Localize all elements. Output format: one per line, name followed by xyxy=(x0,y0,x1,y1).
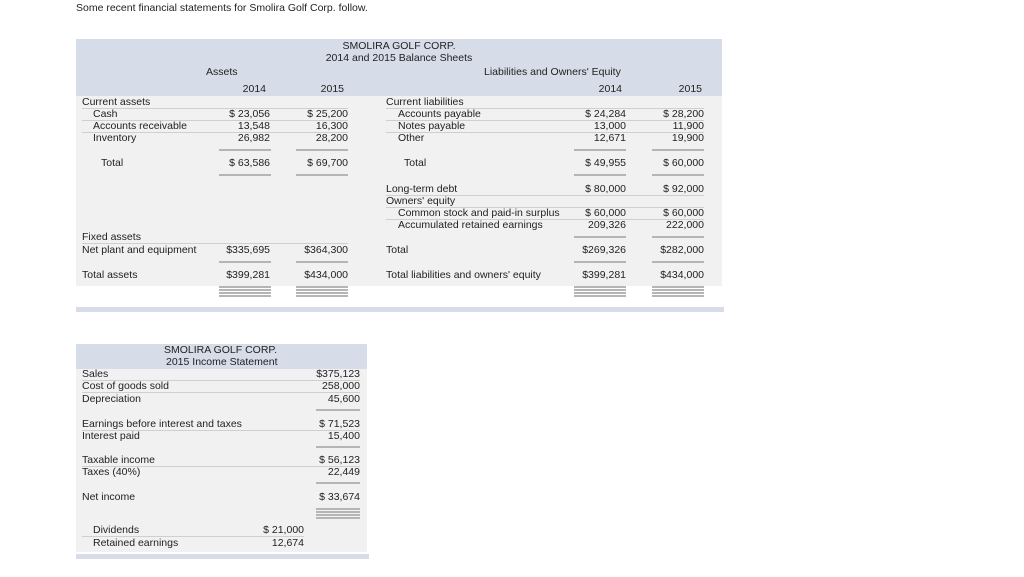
double-rule xyxy=(574,286,626,291)
common-2014: $ 60,000 xyxy=(585,207,626,219)
rule xyxy=(574,261,626,263)
retained-2014: 209,326 xyxy=(588,219,626,231)
total-ca-2014: $ 63,586 xyxy=(229,157,270,169)
rule xyxy=(296,261,348,263)
net-income-value: $ 33,674 xyxy=(319,491,360,503)
interest-label: Interest paid xyxy=(82,430,140,442)
inventory-2015: 28,200 xyxy=(315,132,348,144)
total-le-2014: $399,281 xyxy=(582,269,626,281)
total-assets-2015: $434,000 xyxy=(304,269,348,281)
total-oe-label: Total xyxy=(386,244,409,256)
re-value: 12,674 xyxy=(271,537,304,549)
common-2015: $ 60,000 xyxy=(663,207,704,219)
rule xyxy=(219,261,271,263)
total-ca-2015: $ 69,700 xyxy=(307,157,348,169)
rule xyxy=(574,174,626,176)
net-plant-label: Net plant and equipment xyxy=(82,244,197,256)
rule xyxy=(316,409,360,411)
double-rule xyxy=(574,292,626,297)
double-rule xyxy=(316,508,360,513)
common-label: Common stock and paid-in surplus xyxy=(398,207,560,219)
liabilities-header: Liabilities and Owners' Equity xyxy=(484,66,621,78)
sales-value: $375,123 xyxy=(316,368,360,380)
rule xyxy=(652,236,704,238)
double-rule xyxy=(652,286,704,291)
current-liab-heading: Current liabilities xyxy=(386,96,464,108)
retained-2015: 222,000 xyxy=(666,219,704,231)
inventory-2014: 26,982 xyxy=(237,132,270,144)
total-oe-2014: $269,326 xyxy=(582,244,626,256)
rule xyxy=(219,174,271,176)
owners-equity-heading: Owners' equity xyxy=(386,195,456,207)
rule xyxy=(652,174,704,176)
retained-label: Accumulated retained earnings xyxy=(398,219,543,231)
rule xyxy=(296,149,348,151)
rule xyxy=(652,149,704,151)
income-bottom-band xyxy=(76,554,369,559)
intro-text: Some recent financial statements for Smolira Golf Corp. follow. xyxy=(76,2,368,14)
np-2015: 11,900 xyxy=(672,120,704,132)
cash-2014: $ 23,056 xyxy=(229,108,270,120)
double-rule xyxy=(296,286,348,291)
double-rule xyxy=(219,286,271,291)
np-label: Notes payable xyxy=(398,120,466,132)
total-le-2015: $434,000 xyxy=(660,269,704,281)
total-oe-2015: $282,000 xyxy=(660,244,704,256)
ar-2015: 16,300 xyxy=(315,120,348,132)
inventory-label: Inventory xyxy=(93,132,137,144)
dep-label: Depreciation xyxy=(82,393,141,405)
income-title: 2015 Income Statement xyxy=(166,356,278,368)
double-rule xyxy=(296,292,348,297)
net-plant-2015: $364,300 xyxy=(304,244,348,256)
ar-2014: 13,548 xyxy=(237,120,270,132)
income-company: SMOLIRA GOLF CORP. xyxy=(164,344,278,356)
total-cl-label: Total xyxy=(404,157,427,169)
ap-label: Accounts payable xyxy=(398,108,481,120)
current-assets-heading: Current assets xyxy=(82,96,151,108)
net-income-label: Net income xyxy=(82,491,136,503)
other-2014: 12,671 xyxy=(593,132,626,144)
assets-year-2015: 2015 xyxy=(320,83,344,95)
total-assets-label: Total assets xyxy=(82,269,138,281)
np-2014: 13,000 xyxy=(593,120,626,132)
rule xyxy=(316,482,360,484)
liab-year-2015: 2015 xyxy=(678,83,702,95)
double-rule xyxy=(652,292,704,297)
taxable-label: Taxable income xyxy=(82,454,155,466)
rule xyxy=(574,236,626,238)
ebit-value: $ 71,523 xyxy=(319,418,360,430)
taxes-label: Taxes (40%) xyxy=(82,466,141,478)
rule xyxy=(219,149,271,151)
total-assets-2014: $399,281 xyxy=(226,269,270,281)
liab-year-2014: 2014 xyxy=(598,83,622,95)
dividends-value: $ 21,000 xyxy=(263,524,304,536)
total-cl-2014: $ 49,955 xyxy=(585,157,626,169)
assets-year-2014: 2014 xyxy=(242,83,266,95)
total-le-label: Total liabilities and owners' equity xyxy=(386,269,541,281)
cogs-label: Cost of goods sold xyxy=(82,380,169,392)
cash-2015: $ 25,200 xyxy=(307,108,348,120)
ebit-label: Earnings before interest and taxes xyxy=(82,418,242,430)
re-label: Retained earnings xyxy=(93,537,179,549)
ap-2014: $ 24,284 xyxy=(585,108,626,120)
double-rule xyxy=(219,292,271,297)
taxes-value: 22,449 xyxy=(327,466,360,478)
ap-2015: $ 28,200 xyxy=(663,108,704,120)
ltd-2015: $ 92,000 xyxy=(663,183,704,195)
rule xyxy=(296,174,348,176)
balance-company: SMOLIRA GOLF CORP. xyxy=(342,40,456,52)
cogs-value: 258,000 xyxy=(322,380,360,392)
fixed-assets-heading: Fixed assets xyxy=(82,231,141,243)
assets-header: Assets xyxy=(206,66,238,78)
dep-value: 45,600 xyxy=(327,393,360,405)
total-ca-label: Total xyxy=(101,157,124,169)
rule xyxy=(652,261,704,263)
total-cl-2015: $ 60,000 xyxy=(663,157,704,169)
sales-label: Sales xyxy=(82,368,109,380)
balance-title: 2014 and 2015 Balance Sheets xyxy=(325,52,473,64)
interest-value: 15,400 xyxy=(327,430,360,442)
other-label: Other xyxy=(398,132,425,144)
ar-label: Accounts receivable xyxy=(93,120,187,132)
double-rule xyxy=(316,514,360,519)
ltd-label: Long-term debt xyxy=(386,183,458,195)
other-2015: 19,900 xyxy=(671,132,704,144)
cash-label: Cash xyxy=(93,108,118,120)
net-plant-2014: $335,695 xyxy=(226,244,270,256)
rule xyxy=(574,149,626,151)
dividends-label: Dividends xyxy=(93,524,140,536)
taxable-value: $ 56,123 xyxy=(319,454,360,466)
balance-bottom-band xyxy=(76,307,724,312)
ltd-2014: $ 80,000 xyxy=(585,183,626,195)
rule xyxy=(316,446,360,448)
